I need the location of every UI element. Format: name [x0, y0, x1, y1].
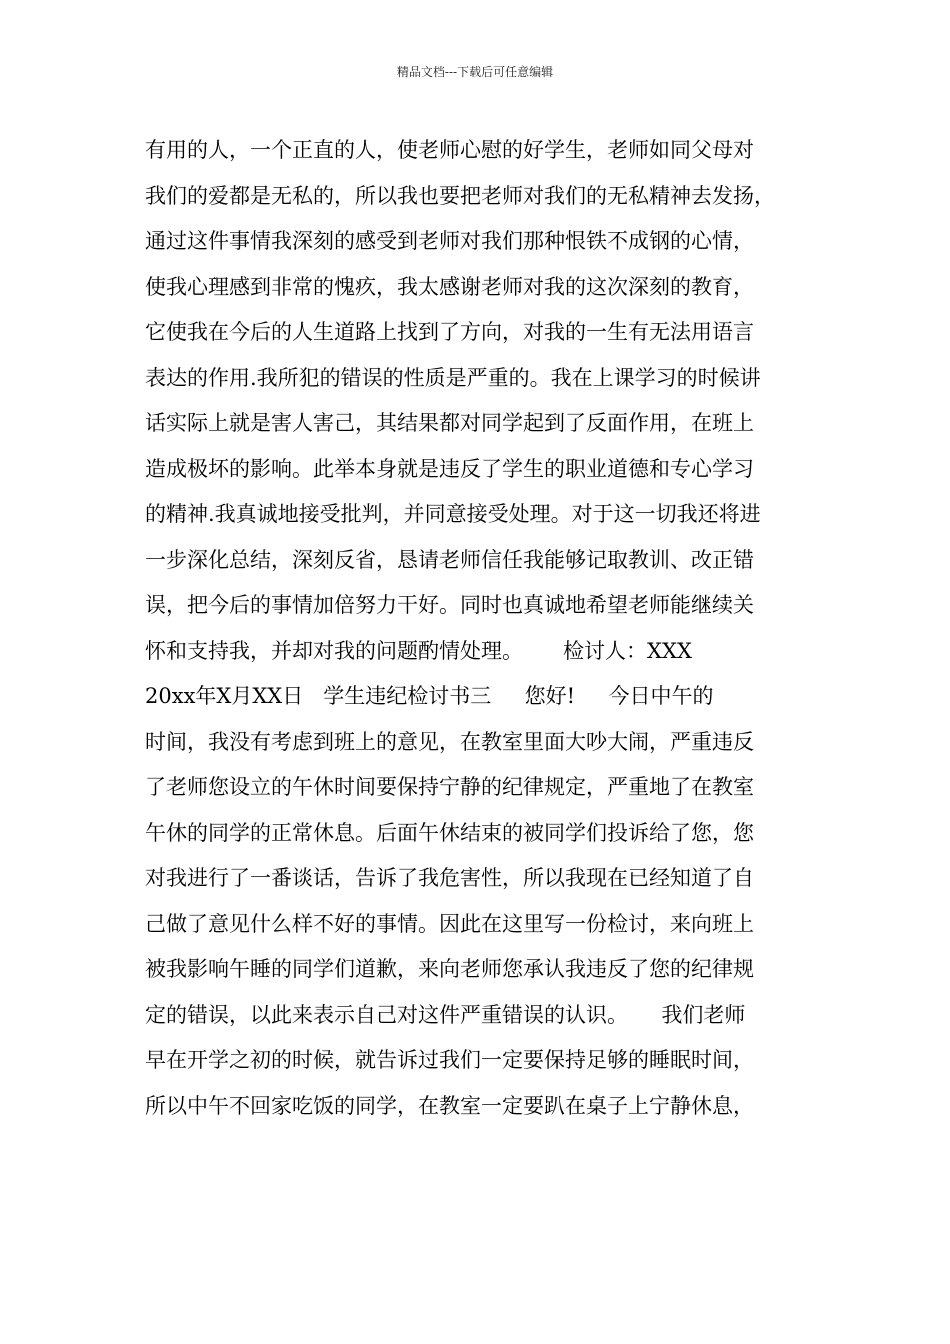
text-line: 早在开学之初的时候，就告诉过我们一定要保持足够的睡眠时间，: [145, 1048, 754, 1072]
text-line: 所以中午不回家吃饭的同学，在教室一定要趴在桌子上宁静休息，: [145, 1093, 754, 1118]
text-line: 了老师您设立的午休时间要保持宁静的纪律规定，严重地了在教室: [145, 775, 754, 799]
text-line: 误，把今后的事情加倍努力干好。同时也真诚地希望老师能继续关: [145, 593, 754, 617]
text-line: 我们的爱都是无私的，所以我也要把老师对我们的无私精神去发扬，: [145, 183, 775, 208]
text-line: 己做了意见什么样不好的事情。因此在这里写一份检讨，来向班上: [145, 911, 754, 936]
page-header: 精品文档---下载后可任意编辑: [396, 65, 554, 79]
text-line: 一步深化总结，深刻反省，恳请老师信任我能够记取教训、改正错: [145, 547, 754, 572]
text-line: 怀和支持我，并却对我的问题酌情处理。 检讨人：XXX: [145, 638, 692, 663]
text-line: 对我进行了一番谈话，告诉了我危害性，所以我现在已经知道了自: [145, 866, 754, 890]
text-line: 表达的作用.我所犯的错误的性质是严重的。我在上课学习的时候讲: [145, 365, 761, 390]
text-line: 午休的同学的正常休息。后面午休结束的被同学们投诉给了您，您: [145, 820, 754, 845]
text-line: 的精神.我真诚地接受批判，并同意接受处理。对于这一切我还将进: [145, 502, 761, 526]
text-line: 它使我在今后的人生道路上找到了方向，对我的一生有无法用语言: [145, 320, 754, 344]
text-line: 20xx年X月XX日 学生违纪检讨书三 您好! 今日中午的: [145, 684, 714, 708]
text-line: 定的错误，以此来表示自己对这件严重错误的认识。 我们老师: [145, 1002, 746, 1027]
text-line: 话实际上就是害人害己，其结果都对同学起到了反面作用，在班上: [145, 411, 754, 435]
text-line: 使我心理感到非常的愧疚，我太感谢老师对我的这次深刻的教育，: [145, 274, 754, 299]
text-line: 被我影响午睡的同学们道歉，来向老师您承认我违反了您的纪律规: [145, 957, 754, 981]
text-line: 时间，我没有考虑到班上的意见，在教室里面大吵大闹，严重违反: [145, 729, 754, 754]
text-line: 有用的人，一个正直的人，使老师心慰的好学生，老师如同父母对: [145, 138, 754, 162]
text-line: 造成极坏的影响。此举本身就是违反了学生的职业道德和专心学习: [145, 456, 754, 481]
document-body: [145, 128, 815, 1129]
text-line: 通过这件事情我深刻的感受到老师对我们那种恨铁不成钢的心情，: [145, 229, 754, 253]
